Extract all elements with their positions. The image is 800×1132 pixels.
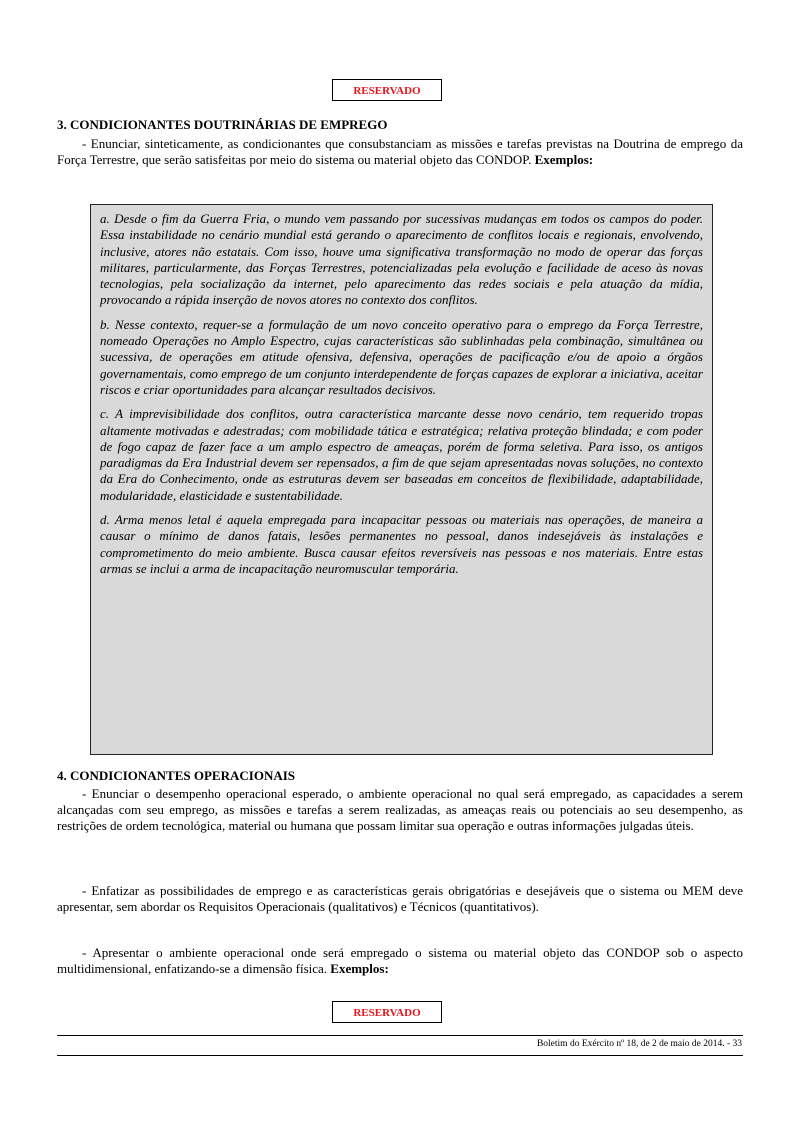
example-a: a. Desde o fim da Guerra Fria, o mundo vem passando por sucessivas mudanças em todos os campos do poder. Essa instabilidade no cenário mundial está gerando o aparecimento de conflitos locais e regionais, envolvendo, inclusive, atores não estatais. Com isso, houve uma significativa transformação no modo de operar das forças militares, particularmente, das Forças Terrestres, potencializadas pela evolução e facilidade de aceso às novas tecnologias, pela socialização da internet, pelo aparecimento das redes sociais e pela atuação da mídia, provocando a rápida inserção de novos atores no contexto dos conflitos. [100,211,703,308]
section-4-title: 4. CONDICIONANTES OPERACIONAIS [57,768,296,783]
example-c: c. A imprevisibilidade dos conflitos, outra característica marcante desse novo cenário, tem requerido tropas altamente motivadas e adestradas; com mobilidade tática e estratégica; relativa proteção blindada; e com poder de fogo capaz de fazer face a um amplo espectro de ameaças, porém de forma seletiva. Para isso, os antigos paradigmas da Era Industrial devem ser repensados, a fim de que sejam apresentadas novas soluções, no contexto da Era do Conhecimento, onde as estruturas devem ser baseadas em conceitos de flexibilidade, adaptabilidade, modularidade, elasticidade e sustentabilidade. [100,406,703,503]
classification-stamp-top: RESERVADO [332,79,442,101]
footer-rule-bottom [57,1055,743,1056]
footer-rule-top [57,1035,743,1036]
example-d: d. Arma menos letal é aquela empregada para incapacitar pessoas ou materiais nas operações, de maneira a causar o mínimo de danos fatais, lesões permanentes no pessoal, danos indesejáveis às instalações e comprometimento do meio ambiente. Busca causar efeitos reversíveis nas pessoas e nos materiais. Entre estas armas se inclui a arma de incapacitação neuromuscular temporária. [100,512,703,576]
examples-box [90,204,713,755]
section-4-paragraph-3-text: - Apresentar o ambiente operacional onde será empregado o sistema ou material objeto das CONDOP sob o aspecto multidimensional, enfatizando-se a dimensão física. [57,945,743,977]
section-3-intro [57,136,743,168]
section-3-title: 3. CONDICIONANTES DOUTRINÁRIAS DE EMPREGO [57,117,388,132]
page-footer: Boletim do Exército nº 18, de 2 de maio de 2014. - 33 [536,1039,742,1049]
section-3-intro-text: - Enunciar, sinteticamente, as condicionantes que consubstanciam as missões e tarefas previstas na Doutrina de emprego da Força Terrestre, que serão satisfeitas por meio do sistema ou material objeto das CONDOP. [57,136,743,168]
section-4-paragraph-1: - Enunciar o desempenho operacional esperado, o ambiente operacional no qual será empregado, as capacidades a serem alcançadas com seu emprego, as missões e tarefas a serem realizadas, as ameaças reais ou potenciais ao seu desempenho, as restrições de ordem tecnológica, material ou humana que possam limitar sua operação e outras informações julgadas úteis. [57,786,743,834]
section-3-examples-label: Exemplos: [534,152,594,168]
section-4-paragraph-3 [57,945,743,977]
example-b: b. Nesse contexto, requer-se a formulação de um novo conceito operativo para o emprego da Força Terrestre, nomeado Operações no Amplo Espectro, cujas características são sublinhadas pela combinação, simultânea ou sucessiva, de operações em atitude ofensiva, defensiva, operações de pacificação e/ou de apoio a órgãos governamentais, como emprego de um conjunto interdependente de forças capazes de explorar a iniciativa, aceitar riscos e criar oportunidades para alcançar resultados decisivos. [100,316,703,397]
classification-stamp-bottom: RESERVADO [332,1001,442,1023]
section-4-paragraph-2: - Enfatizar as possibilidades de emprego e as características gerais obrigatórias e desejáveis que o sistema ou MEM deve apresentar, sem abordar os Requisitos Operacionais (qualitativos) e Técnicos (quantitativos). [57,883,743,915]
section-4-examples-label: Exemplos: [330,961,389,977]
